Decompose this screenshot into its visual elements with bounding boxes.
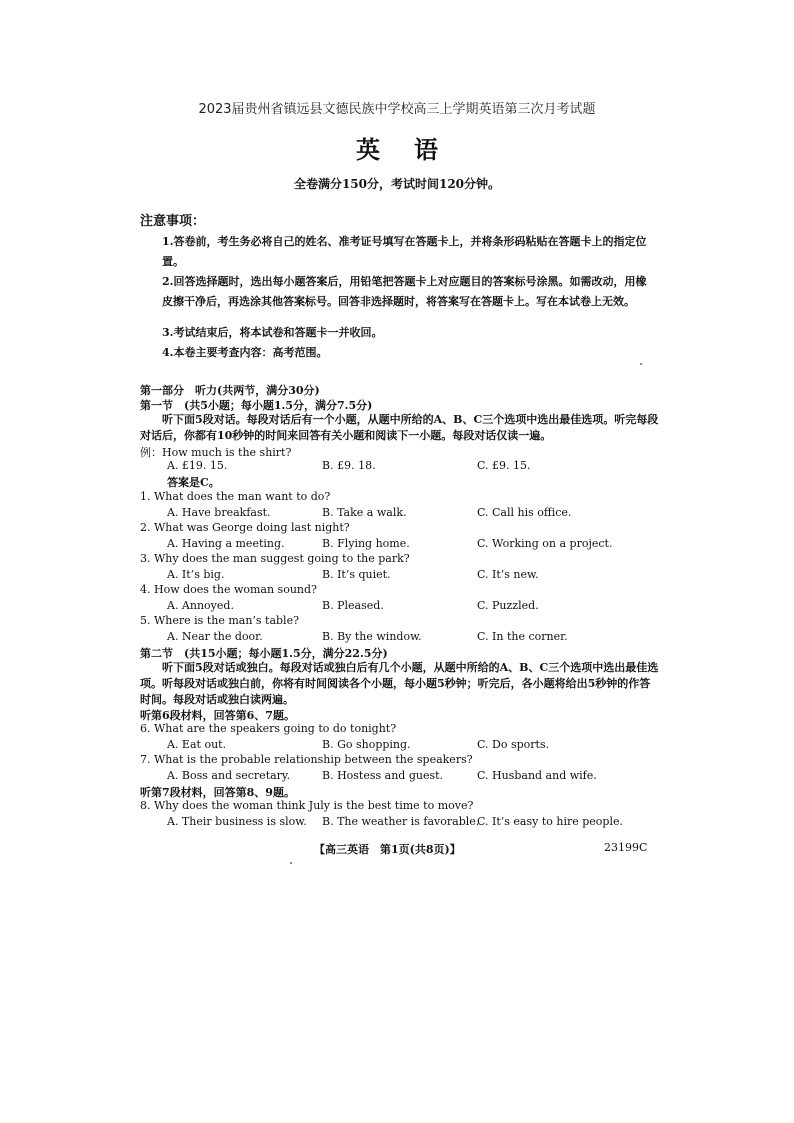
question-text: 3. Why does the man suggest going to the park? <box>140 552 410 565</box>
question-text: 2. What was George doing last night? <box>140 521 350 534</box>
option-a: A. Having a meeting. <box>167 537 285 550</box>
paper-code: 23199C <box>604 841 648 854</box>
option-b: B. It’s quiet. <box>322 568 391 581</box>
option-c: C. It’s new. <box>477 568 539 581</box>
option-b: B. Flying home. <box>322 537 410 550</box>
question-text: 6. What are the speakers going to do tonight? <box>140 722 397 735</box>
option-a: A. Eat out. <box>167 738 227 751</box>
page-footer: 【高三英语 第1页(共8页)】 <box>314 843 461 856</box>
note-item: 2.回答选择题时，选出每小题答案后，用铅笔把答题卡上对应题目的答案标号涂黑。如需改动，用橡皮擦干净后，再选涂其他答案标号。回答非选择题时，将答案写在答题卡上。写在本试卷上无效。 <box>162 275 647 308</box>
question-text: 5. Where is the man’s table? <box>140 614 299 627</box>
example-option-a: A. £19. 15. <box>167 459 228 472</box>
note-item: 1.答卷前，考生务必将自己的姓名、准考证号填写在答题卡上，并将条形码粘贴在答题卡上的指定位置。 <box>162 235 647 268</box>
exam-meta: 全卷满分150分，考试时间120分钟。 <box>293 177 501 191</box>
section1-heading: 第一节 (共5小题；每小题1.5分，满分7.5分) <box>140 399 373 412</box>
section1-instructions: 听下面5段对话。每段对话后有一个小题，从题中所给的A、B、C三个选项中选出最佳选项。听完每段对话后，你都有10秒钟的时间来回答有关小题和阅读下一小题。每段对话仅读一遍。 <box>140 413 659 442</box>
option-a: A. It’s big. <box>167 568 225 581</box>
option-c: C. Do sports. <box>477 738 550 751</box>
option-b: B. Take a walk. <box>322 506 407 519</box>
section2-instructions: 听下面5段对话或独白。每段对话或独白后有几个小题，从题中所给的A、B、C三个选项中选出最佳选项。听每段对话或独白前，你将有时间阅读各个小题，每小题5秒钟；听完后，各小题将给出5秒钟的作答时间。每段对话或独白读两遍。 <box>140 661 659 706</box>
option-c: C. Working on a project. <box>477 537 613 550</box>
example-question: 例：How much is the shirt? <box>140 446 292 459</box>
option-b: B. Hostess and guest. <box>322 769 444 782</box>
example-answer: 答案是C。 <box>167 476 220 489</box>
option-b: B. Go shopping. <box>322 738 411 751</box>
option-a: A. Their business is slow. <box>167 815 307 828</box>
material-7-label: 听第7段材料，回答第8、9题。 <box>140 786 295 799</box>
option-c: C. Puzzled. <box>477 599 539 612</box>
subject-title: 英语 <box>356 135 472 164</box>
example-option-b: B. £9. 18. <box>322 459 376 472</box>
part1-heading: 第一部分 听力(共两节，满分30分) <box>140 384 320 397</box>
option-c: C. In the corner. <box>477 630 568 643</box>
option-c: C. Call his office. <box>477 506 572 519</box>
option-a: A. Annoyed. <box>167 599 234 612</box>
option-c: C. It’s easy to hire people. <box>477 815 623 828</box>
note-item: 4.本卷主要考查内容：高考范围。 <box>162 346 328 359</box>
section2-heading: 第二节 (共15小题；每小题1.5分，满分22.5分) <box>140 647 388 660</box>
question-text: 1. What does the man want to do? <box>140 490 331 503</box>
question-text: 8. Why does the woman think July is the best time to move? <box>140 799 474 812</box>
option-b: B. By the window. <box>322 630 422 643</box>
option-b: B. Pleased. <box>322 599 384 612</box>
scan-speck <box>640 363 642 365</box>
question-text: 4. How does the woman sound? <box>140 583 317 596</box>
option-a: A. Near the door. <box>167 630 263 643</box>
option-a: A. Have breakfast. <box>167 506 271 519</box>
scan-speck <box>290 862 292 864</box>
option-a: A. Boss and secretary. <box>167 769 291 782</box>
option-c: C. Husband and wife. <box>477 769 597 782</box>
question-text: 7. What is the probable relationship between the speakers? <box>140 753 473 766</box>
option-b: B. The weather is favorable. <box>322 815 480 828</box>
page-title: 2023届贵州省镇远县文德民族中学校高三上学期英语第三次月考试题 <box>198 102 596 117</box>
example-option-c: C. £9. 15. <box>477 459 531 472</box>
note-item: 3.考试结束后，将本试卷和答题卡一并收回。 <box>162 326 383 339</box>
notes-heading: 注意事项： <box>140 214 206 229</box>
material-6-label: 听第6段材料，回答第6、7题。 <box>140 709 295 722</box>
